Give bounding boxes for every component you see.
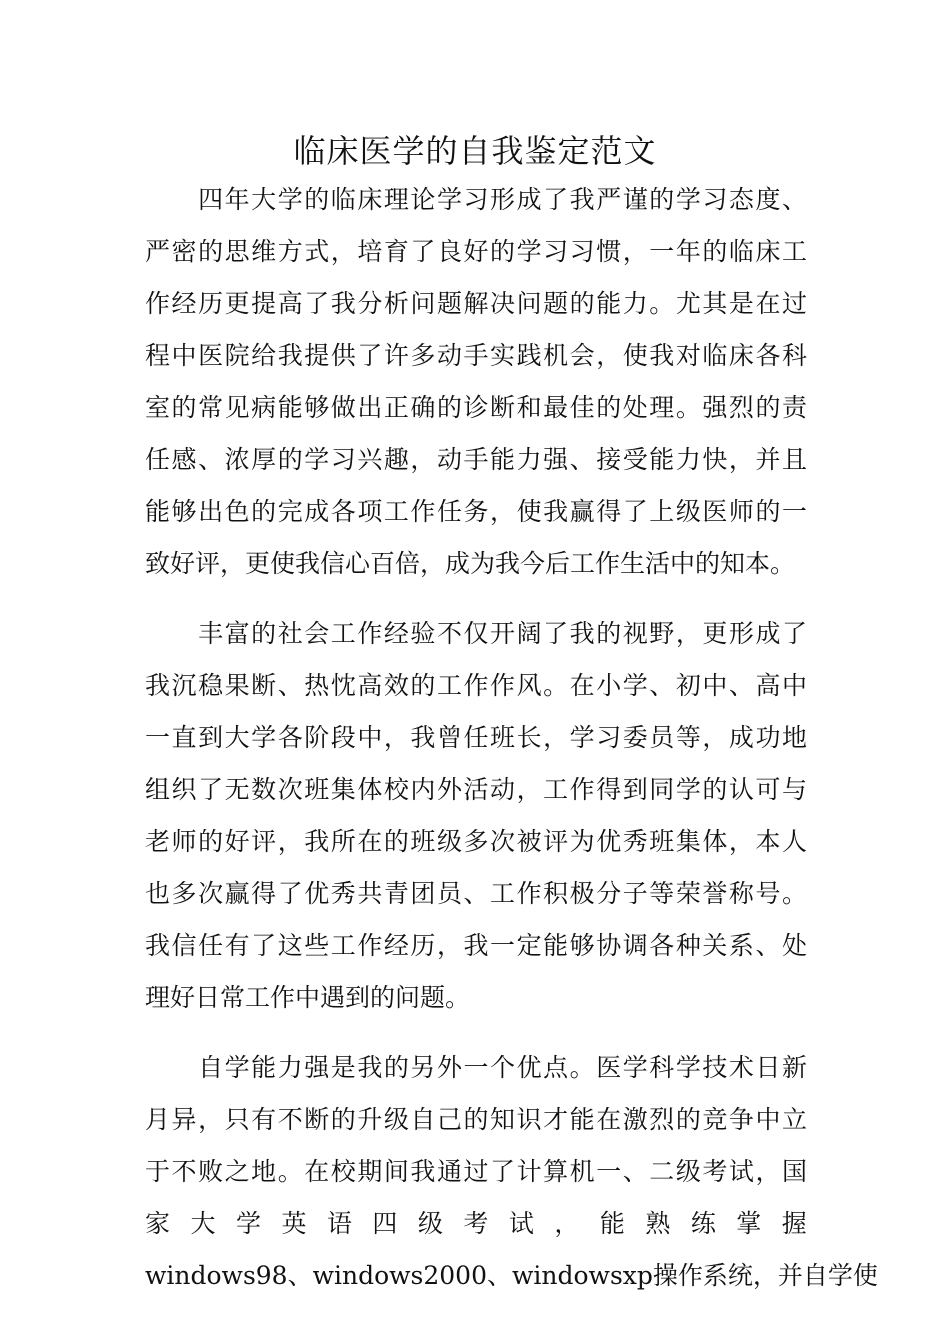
text-line: 四年大学的临床理论学习形成了我严谨的学习态度、 [145, 185, 807, 214]
text-line: 致好评，更使我信心百倍，成为我今后工作生活中的知本。 [145, 549, 796, 578]
text-line: 室的常见病能够做出正确的诊断和最佳的处理。强烈的责 [145, 393, 807, 422]
text-line: 任感、浓厚的学习兴趣，动手能力强、接受能力快，并且 [145, 445, 807, 474]
paragraph-1 [145, 174, 807, 590]
text-line: 作经历更提高了我分析问题解决问题的能力。尤其是在过 [145, 289, 807, 318]
document-body [145, 174, 878, 1302]
text-line: 组织了无数次班集体校内外活动，工作得到同学的认可与 [145, 775, 807, 804]
text-line: 自学能力强是我的另外一个优点。医学科学技术日新 [145, 1053, 807, 1082]
text-line-spaced: 家 大 学 英 语 四 级 考 试 ， 能 熟 练 掌 握 [145, 1209, 807, 1238]
text-line: 月异，只有不断的升级自己的知识才能在激烈的竞争中立 [145, 1105, 807, 1134]
text-line: 老师的好评，我所在的班级多次被评为优秀班集体，本人 [145, 827, 807, 856]
paragraph-gap [145, 590, 807, 608]
text-line: 也多次赢得了优秀共青团员、工作积极分子等荣誉称号。 [145, 879, 807, 908]
text-line: windows98、windows2000、windowsxp操作系统，并自学使 [145, 1261, 878, 1290]
paragraph-2 [145, 608, 807, 1024]
text-line: 丰富的社会工作经验不仅开阔了我的视野，更形成了 [145, 619, 807, 648]
paragraph-gap [145, 1024, 807, 1042]
text-line: 严密的思维方式，培育了良好的学习习惯，一年的临床工 [145, 237, 807, 266]
text-line: 于不败之地。在校期间我通过了计算机一、二级考试，国 [145, 1157, 807, 1186]
text-line: 一直到大学各阶段中，我曾任班长，学习委员等，成功地 [145, 723, 807, 752]
text-line: 理好日常工作中遇到的问题。 [145, 983, 471, 1012]
text-line: 程中医院给我提供了许多动手实践机会，使我对临床各科 [145, 341, 807, 370]
text-line: 我沉稳果断、热忱高效的工作作风。在小学、初中、高中 [145, 671, 807, 700]
text-line: 我信任有了这些工作经历，我一定能够协调各种关系、处 [145, 931, 807, 960]
text-line: 能够出色的完成各项工作任务，使我赢得了上级医师的一 [145, 497, 807, 526]
document-title: 临床医学的自我鉴定范文 [293, 132, 657, 170]
paragraph-3 [145, 1042, 878, 1302]
